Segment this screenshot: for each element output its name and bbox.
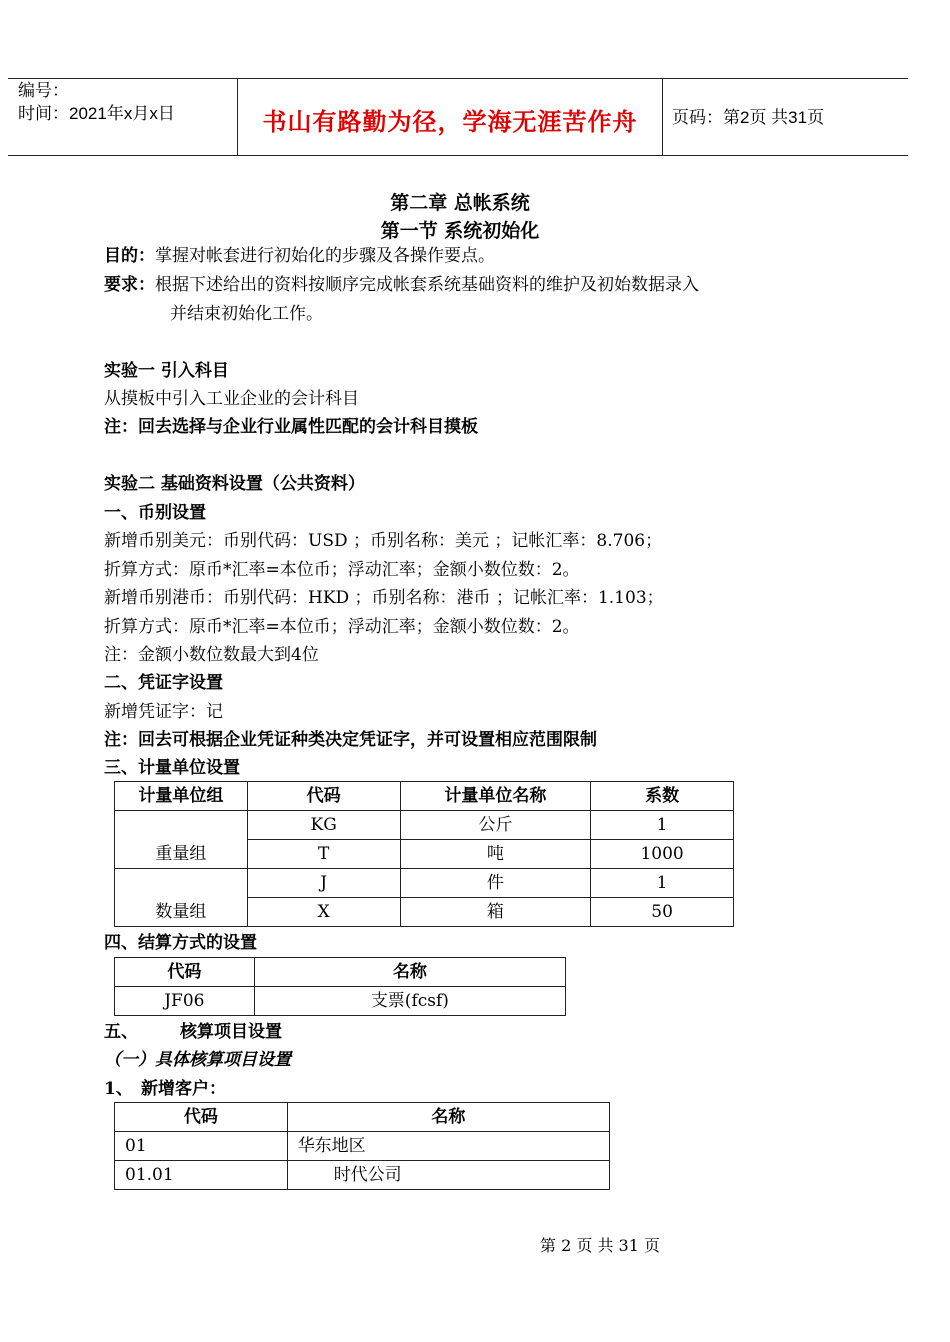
units-table [114,781,734,927]
unit-group-name: 数量组 [155,902,207,922]
table-header-cell: 名称 [287,1103,609,1132]
table-header-row [115,958,566,987]
table-row [115,1161,610,1190]
table-cell: 华东地区 [287,1132,609,1161]
table-row [115,987,566,1016]
requirement-line-2: 并结束初始化工作。 [170,304,323,324]
requirement-text: 根据下述给出的资料按顺序完成帐套系统基础资料的维护及初始数据录入 [155,275,699,295]
table-cell: 公斤 [400,811,591,840]
accounting-items-subtitle: （一）具体核算项目设置 [104,1050,291,1070]
table-cell: T [247,840,400,869]
table-header-cell: 计量单位组 [115,782,248,811]
settlement-section-title: 四、结算方式的设置 [104,933,257,953]
accounting-items-num: 五、 [104,1022,138,1042]
table-row [115,811,734,840]
table-header-cell: 计量单位名称 [400,782,591,811]
currency-line-3: 新增币别港币：币别代码：HKD ；币别名称：港币 ；记帐汇率：1.103； [104,588,664,608]
table-cell: 50 [591,898,734,927]
table-header-row [115,1103,610,1132]
table-header-cell: 代码 [115,1103,288,1132]
voucher-section-title: 二、凭证字设置 [104,673,223,693]
table-cell [287,1161,609,1190]
header-page-label: 页码：第2页 共31页 [672,108,825,127]
purpose-label: 目的： [104,246,155,266]
table-cell: 01 [115,1132,288,1161]
requirement-line [104,273,699,297]
exp1-title: 实验一 引入科目 [104,361,229,381]
chapter-title: 第二章 总帐系统 [390,192,530,214]
unit-group-name: 重量组 [155,844,207,864]
unit-group-cell [115,811,248,869]
table-cell: KG [247,811,400,840]
table-row [115,869,734,898]
table-cell: JF06 [115,987,255,1016]
section-title: 第一节 系统初始化 [380,220,540,242]
table-row [115,1132,610,1161]
settlement-table [114,957,566,1016]
table-cell: 1 [591,869,734,898]
table-header-row [115,782,734,811]
customer-item-title: 新增客户： [141,1079,226,1099]
voucher-note: 注：回去可根据企业凭证种类决定凭证字，并可设置相应范围限制 [104,730,597,750]
header-bottom-rule [8,155,908,156]
currency-line-2: 折算方式：原币*汇率=本位币；浮动汇率；金额小数位数：2。 [104,560,580,580]
table-cell: X [247,898,400,927]
customer-name: 时代公司 [333,1165,402,1185]
table-cell: 1 [591,811,734,840]
table-cell: 件 [400,869,591,898]
doc-number-label: 编号： [18,81,69,100]
unit-group-cell [115,869,248,927]
table-header-cell: 名称 [254,958,565,987]
currency-section-title: 一、币别设置 [104,503,206,523]
purpose-line [104,244,495,268]
table-cell: 01.01 [115,1161,288,1190]
requirement-label: 要求： [104,275,155,295]
exp2-title: 实验二 基础资料设置（公共资料） [104,474,365,494]
voucher-text: 新增凭证字：记 [104,702,223,722]
header-top-rule [8,78,908,79]
header-motto: 书山有路勤为径，学海无涯苦作舟 [262,107,638,136]
table-header-cell: 系数 [591,782,734,811]
table-cell: 箱 [400,898,591,927]
table-cell: 1000 [591,840,734,869]
doc-time-label: 时间：2021年x月x日 [18,104,175,123]
table-cell: J [247,869,400,898]
header-divider-right [662,78,663,155]
accounting-items-title: 核算项目设置 [180,1022,282,1042]
currency-note: 注：金额小数位数最大到4位 [104,645,319,665]
customer-item-num: 1、 [104,1079,133,1099]
currency-line-1: 新增币别美元：币别代码：USD ；币别名称：美元 ；记帐汇率：8.706； [104,531,663,551]
table-cell: 吨 [400,840,591,869]
purpose-text: 掌握对帐套进行初始化的步骤及各操作要点。 [155,246,495,266]
page-footer: 第 2 页 共 31 页 [540,1236,660,1255]
table-header-cell: 代码 [115,958,255,987]
table-cell: 支票(fcsf) [254,987,565,1016]
units-section-title: 三、计量单位设置 [104,758,240,778]
exp1-note: 注：回去选择与企业行业属性匹配的会计科目摸板 [104,417,478,437]
customer-table [114,1102,610,1190]
table-header-cell: 代码 [247,782,400,811]
exp1-text: 从摸板中引入工业企业的会计科目 [104,389,359,409]
currency-line-4: 折算方式：原币*汇率=本位币；浮动汇率；金额小数位数：2。 [104,617,580,637]
